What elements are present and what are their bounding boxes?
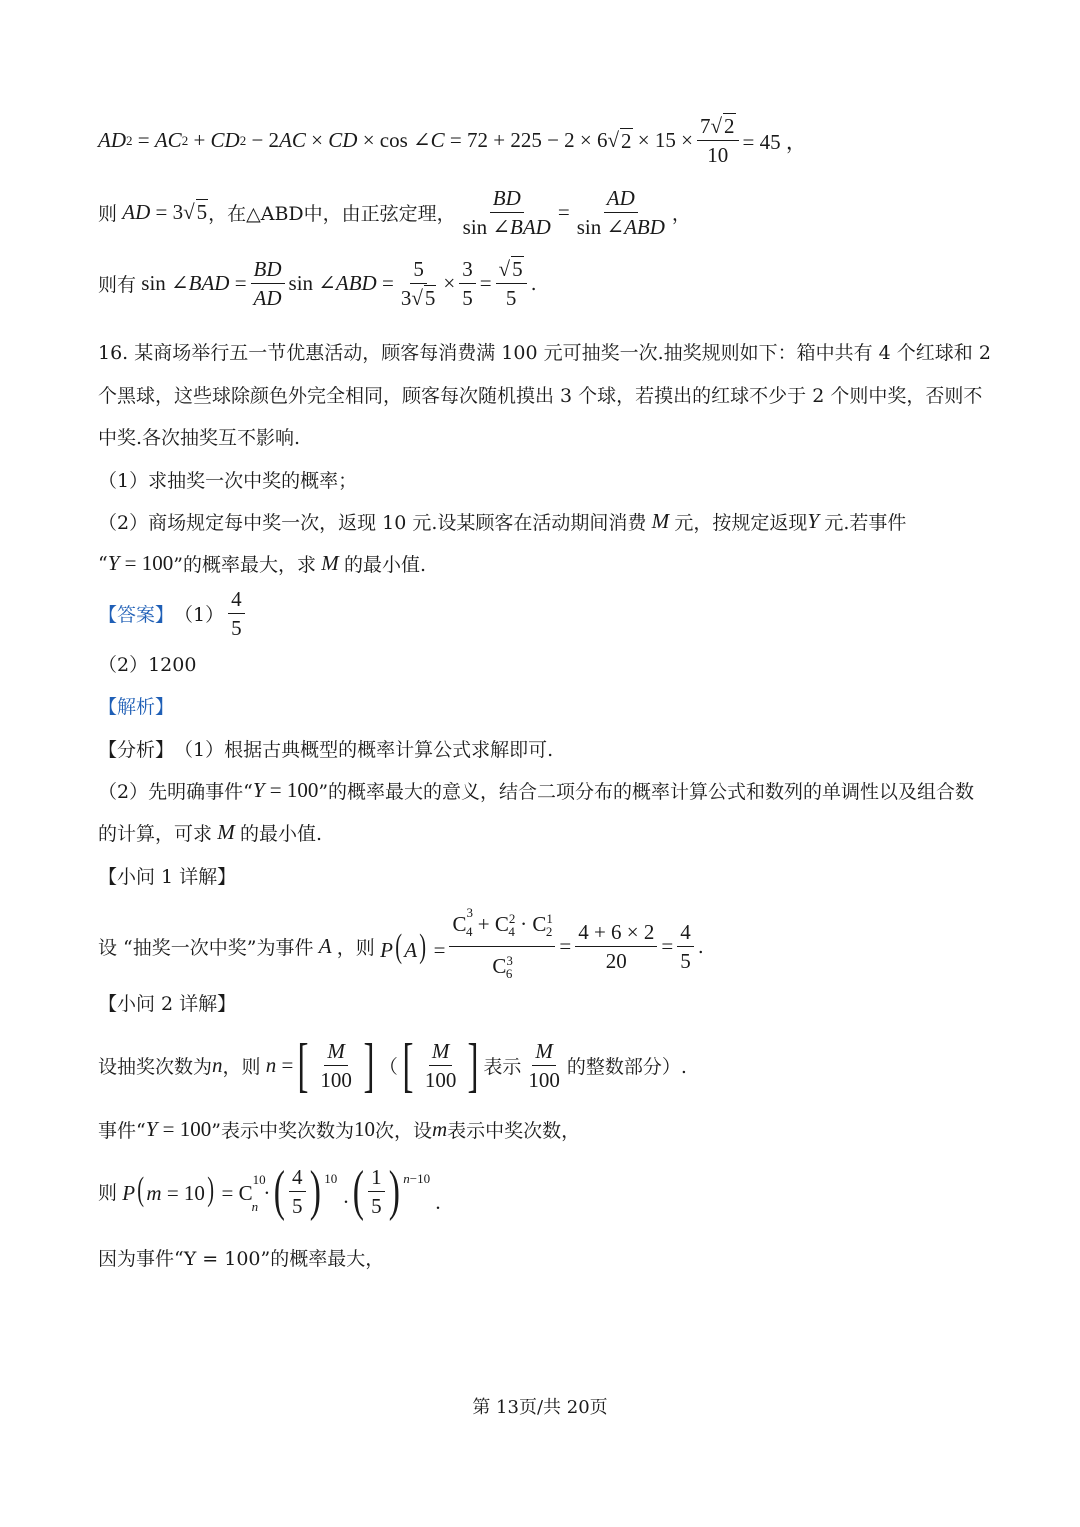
answer-2: （2）1200 — [98, 654, 197, 676]
question-2-line2: “ Y = 100 ”的概率最大，求 M 的最小值. — [98, 551, 427, 576]
analysis-fenxi-1: 【分析】 （1）根据古典概型的概率计算公式求解即可. — [98, 739, 554, 761]
problem-16-stem-line3: 中奖.各次抽奖互不影响. — [98, 427, 301, 449]
question-2-line1: （2）商场规定每中奖一次，返现 10 元.设某顾客在活动期间消费 M 元，按规定返现 Y 元.若事件 — [98, 509, 907, 534]
sub-question-2-line1: 设抽奖次数为 n ，则 n = [ M 100 ] （ [ M 100 ] 表示 M 100 的整数部分）. — [98, 1032, 687, 1098]
sub-question-2-title: 【小问 2 详解】 — [98, 993, 237, 1015]
sub-question-2-line4: 因为事件“Y = 100”的概率最大， — [98, 1248, 385, 1270]
sin-bad-result: 则有 sin ∠BAD = $\frac{BD}{AD}$ sin ∠ABD = $\frac{5}{3√5}$ × $\frac{3}{5}$ = $\frac{√5}{5}$ . — [98, 257, 537, 310]
analysis-fenxi-2: （2）先明确事件“ Y = 100 ”的概率最大的意义，结合二项分布的概率计算公式和数列的单调性以及组合数 — [98, 778, 975, 803]
question-1: （1）求抽奖一次中奖的概率； — [98, 470, 358, 492]
sub-question-1-title: 【小问 1 详解】 — [98, 866, 237, 888]
problem-16-stem-line1: 16. 某商场举行五一节优惠活动，顾客每消费满 100 元可抽奖一次.抽奖规则如下：箱中共有 4 个红球和 2 — [98, 342, 991, 364]
analysis-fenxi-3: 的计算，可求 M 的最小值. — [98, 820, 323, 845]
sub-question-1-solution: 设 “抽奖一次中奖”为事件 A ，则 P( A) = $\frac{C^3_4 + C^2_4 \cdot C^1_2}{C^3_6}$ = $\frac{4 + 6 \times 2}{20}$ = $\frac{4}{5}$ . — [98, 905, 704, 982]
sine-law-line: 则 AD = 3√5 ，在△ABD中，由正弦定理， BD sin ∠BAD = AD sin ∠ABD ， — [98, 186, 691, 239]
analysis-tag: 【解析】 — [98, 696, 175, 718]
sub-question-2-line2: 事件“ Y = 100 ”表示中奖次数为 10 次，设 m 表示中奖次数， — [98, 1117, 581, 1142]
answer-1: 【答案】 （1） 4 5 — [98, 586, 249, 641]
sub-question-2-probability: 则 P( $m = 10) = C^{10}_n$ · ( 4 5 ) $^{10}$ · ( 1 5 ) $^{n-10}$ . — [98, 1160, 441, 1222]
page-footer: 第 13页/共 20页 — [472, 1397, 608, 1418]
problem-16-stem-line2: 个黑球，这些球除颜色外完全相同，顾客每次随机摸出 3 个球，若摸出的红球不少于 2 个则中奖，否则不 — [98, 385, 983, 407]
equation-ad-squared: AD 2 = AC 2 + CD 2 − 2 AC × CD × cos ∠ C = 72 + 225 − 2 × 6√ 2 × 15 × 7√2 10 = 45 ， — [98, 114, 807, 167]
